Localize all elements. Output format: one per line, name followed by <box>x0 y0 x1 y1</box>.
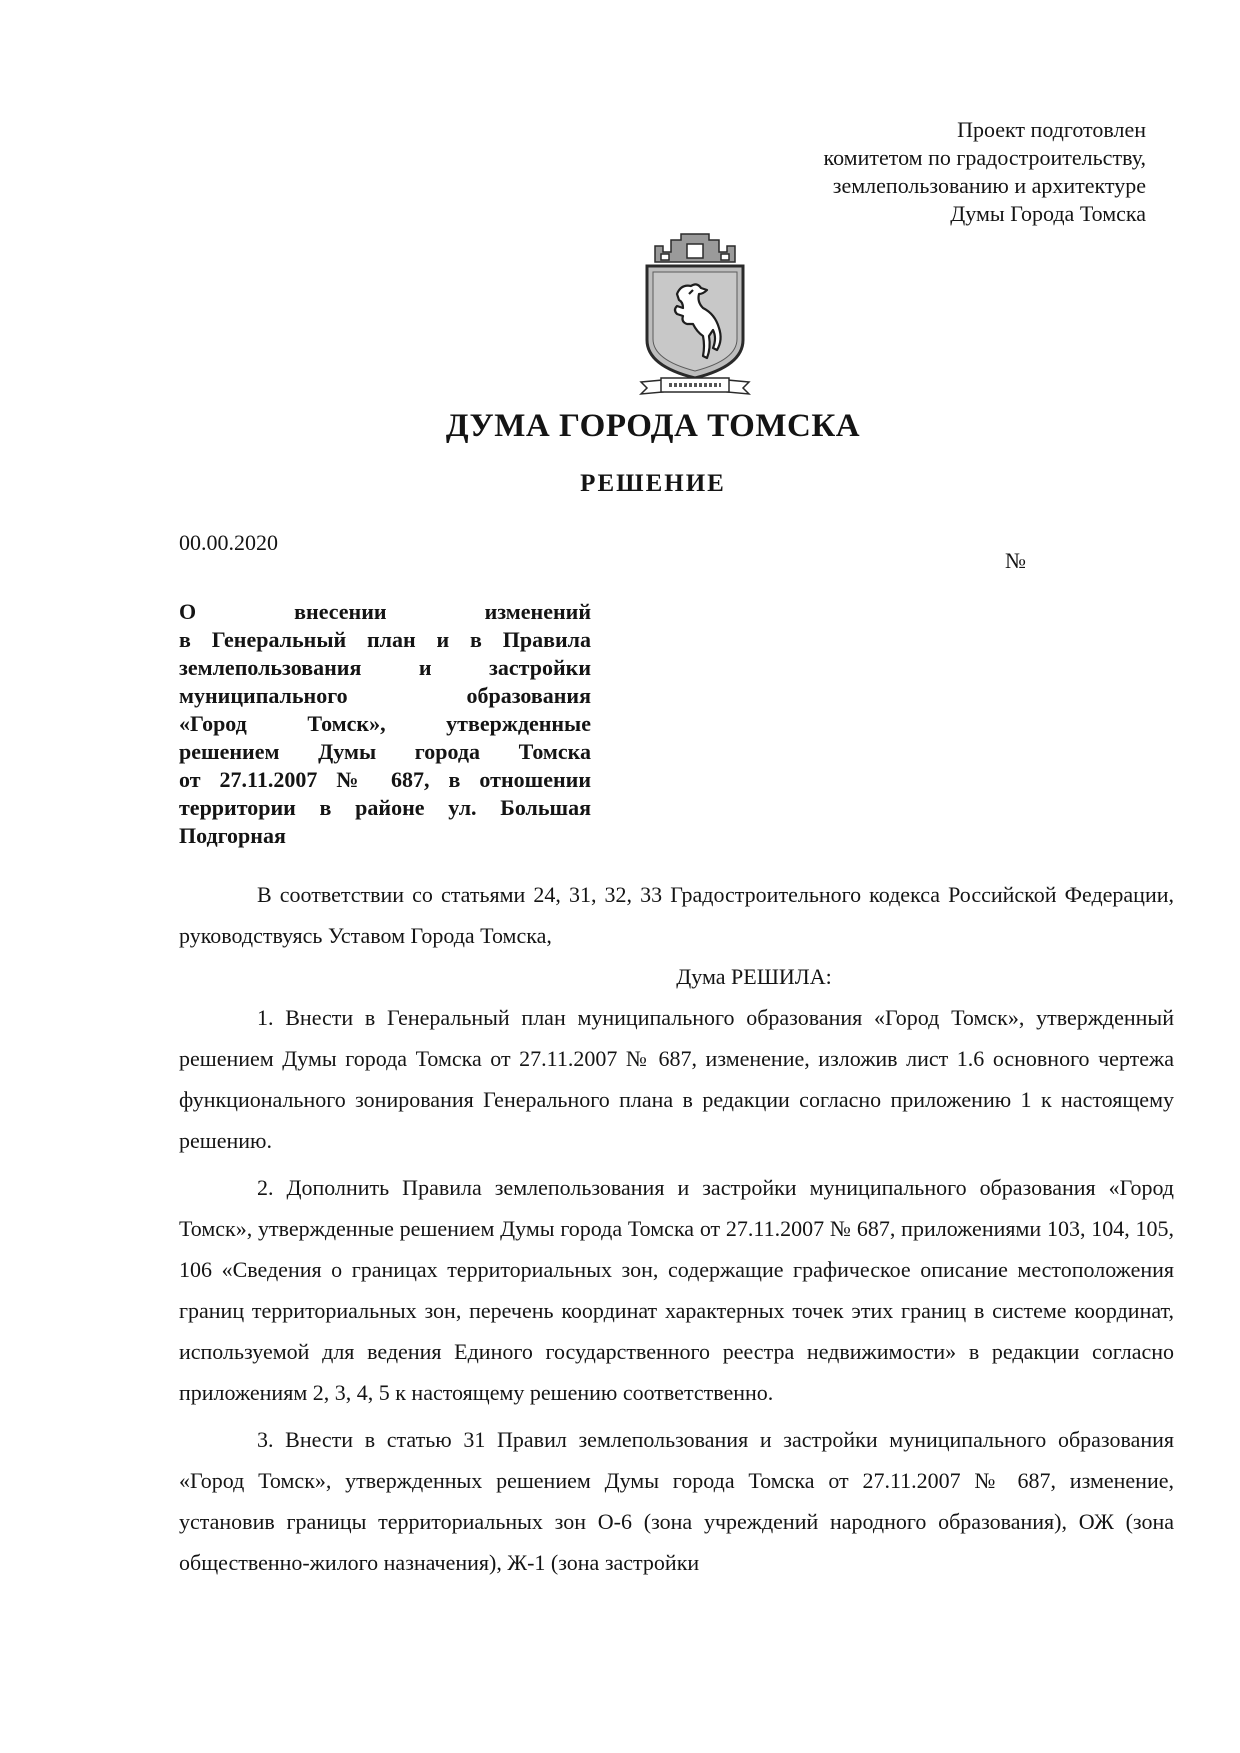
subject-line: решением Думы города Томска <box>179 739 591 764</box>
subject-line: от 27.11.2007 № 687, в отношении <box>179 767 591 792</box>
document-type: РЕШЕНИЕ <box>580 470 726 497</box>
prepared-by-note <box>726 116 1146 228</box>
subject-line: территории в районе ул. Большая <box>179 795 591 820</box>
prepared-line: комитетом по градостроительству, <box>823 145 1146 170</box>
prepared-line: Проект подготовлен <box>957 117 1146 142</box>
subject-line: «Город Томск», утвержденные <box>179 711 591 736</box>
decision-item-1: 1. Внести в Генеральный план муниципального образования «Город Томск», утвержденный решением Думы города Томска от 27.11.2007 № 687, изменение, изложив лист 1.6 основного чертежа функционального зонирования Генерального плана в редакции согласно приложению 1 к настоящему решению. <box>179 1005 1174 1153</box>
tomsk-coat-of-arms-icon <box>637 232 753 402</box>
decision-subject <box>179 598 591 850</box>
prepared-line: Думы Города Томска <box>950 201 1146 226</box>
decision-item-2: 2. Дополнить Правила землепользования и застройки муниципального образования «Город Томск», утвержденные решением Думы города Томска от 27.11.2007 № 687, приложениями 103, 104, 105, 106 «Сведения о границах территориальных зон, содержащие графическое описание местоположения границ территориальных зон, перечень координат характерных точек этих границ в системе координат, используемой для ведения Единого государственного реестра недвижимости» в редакции согласно приложениям 2, 3, 4, 5 к настоящему решению соответственно. <box>179 1175 1174 1405</box>
ribbon-icon <box>641 378 749 394</box>
decision-heading: Дума РЕШИЛА: <box>676 964 832 989</box>
crown-icon <box>655 234 735 262</box>
subject-line: землепользования и застройки <box>179 655 591 680</box>
document-number: № <box>1005 548 1026 573</box>
decision-item-3: 3. Внести в статью 31 Правил землепользования и застройки муниципального образования «Город Томск», утвержденных решением Думы города Томска от 27.11.2007 № 687, изменение, установив границы территориальных зон О-6 (зона учреждений народного образования), ОЖ (зона общественно-жилого назначения), Ж-1 (зона застройки <box>179 1427 1174 1575</box>
preamble-paragraph: В соответствии со статьями 24, 31, 32, 33 Градостроительного кодекса Российской Федерации, руководствуясь Уставом Города Томска, <box>179 882 1174 948</box>
document-date: 00.00.2020 <box>179 530 278 555</box>
subject-line: Подгорная <box>179 823 286 848</box>
decision-body <box>179 874 1174 1583</box>
subject-line: в Генеральный план и в Правила <box>179 627 591 652</box>
subject-line: О внесении изменений <box>179 599 591 624</box>
organization-title: ДУМА ГОРОДА ТОМСКА <box>445 408 861 444</box>
prepared-line: землепользованию и архитектуре <box>832 173 1146 198</box>
subject-line: муниципального образования <box>179 683 591 708</box>
